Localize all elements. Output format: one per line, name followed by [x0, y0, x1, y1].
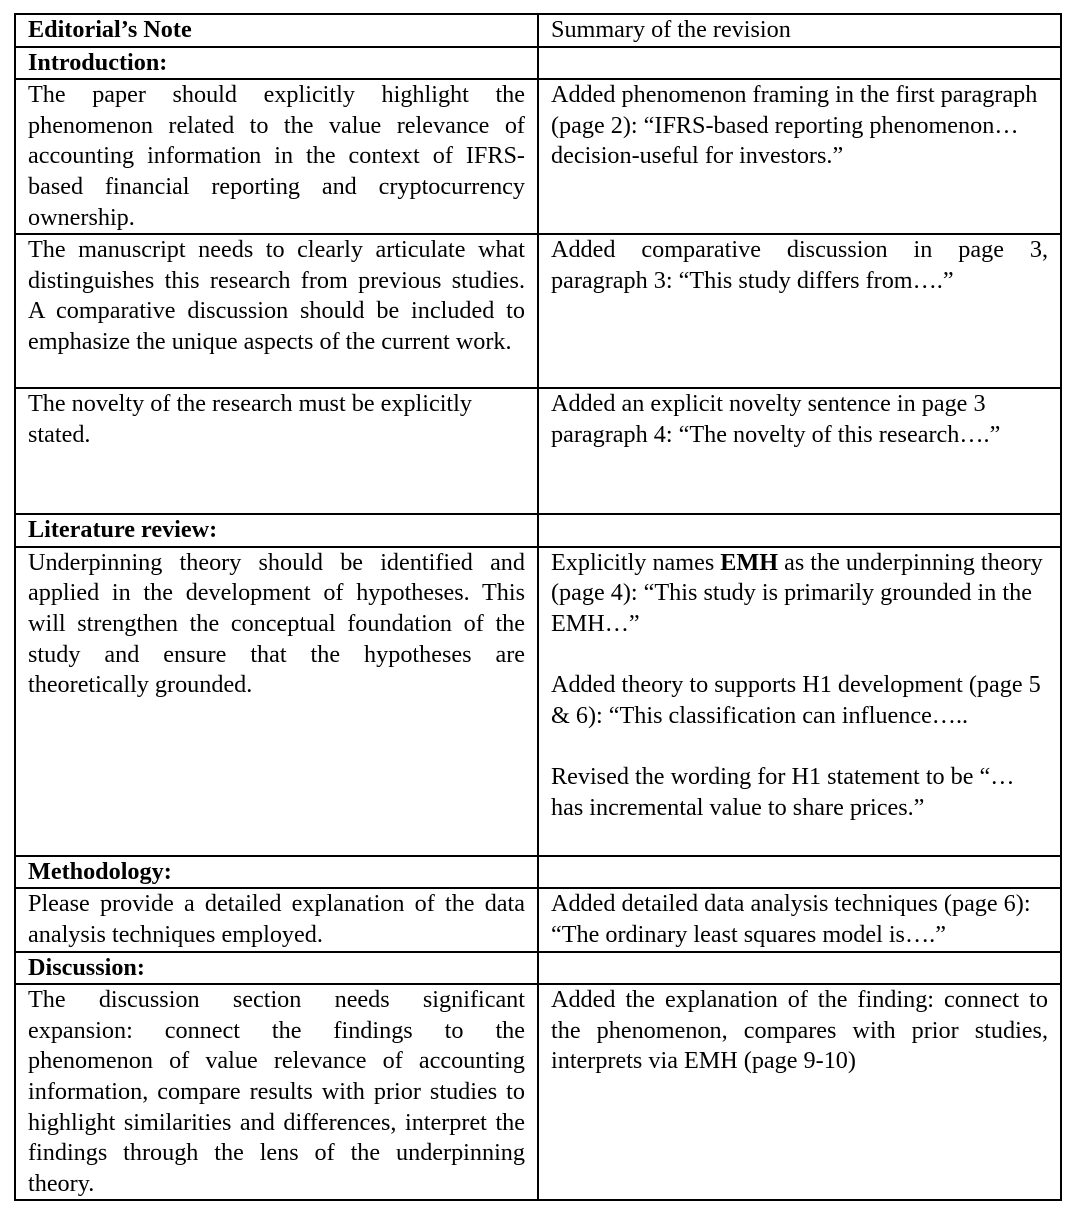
revision-summary-cell — [538, 234, 1061, 388]
section-row-discussion — [15, 952, 1061, 985]
section-title: Introduction: — [15, 47, 538, 80]
editorial-note-cell: The discussion section needs significant expansion: connect the findings to the phenomenon of value relevance of accounting information, compare results with prior studies to highlight similarities and differences, interpret the findings through the lens of the underpinning theory. — [15, 984, 538, 1200]
empty-cell — [538, 856, 1061, 889]
empty-cell — [538, 47, 1061, 80]
editorial-note-cell: The paper should explicitly highlight the phenomenon related to the value relevance of accounting information in the context of IFRS-based financial reporting and cryptocurrency ownership. — [15, 79, 538, 234]
editorial-note-cell: Please provide a detailed explanation of the data analysis techniques employed. — [15, 888, 538, 951]
document-page — [14, 13, 1062, 1201]
revision-summary-cell — [538, 888, 1061, 951]
revision-text-post: as the underpinning theory (page 4): “This study is primarily grounded in the EMH…” — [551, 548, 1043, 637]
revision-text: Added an explicit novelty sentence in page 3 paragraph 4: “The novelty of this research….” — [551, 390, 1001, 448]
editorial-note-cell: The novelty of the research must be explicitly stated. — [15, 388, 538, 514]
revision-text: Added detailed data analysis techniques (page 6): “The ordinary least squares model is….” — [551, 890, 1031, 948]
section-title: Literature review: — [15, 514, 538, 547]
header-editorial-note: Editorial’s Note — [15, 14, 538, 47]
revision-text: Added comparative discussion in page 3, paragraph 3: “This study differs from….” — [551, 236, 1048, 294]
revision-text: Added phenomenon framing in the first paragraph (page 2): “IFRS-based reporting phenomenon… decision-useful for investors.” — [551, 81, 1038, 170]
table-row — [15, 984, 1061, 1200]
table-row — [15, 547, 1061, 856]
section-title: Discussion: — [15, 952, 538, 985]
table-header-row — [15, 14, 1061, 47]
revision-table — [14, 13, 1062, 1201]
revision-summary-cell — [538, 388, 1061, 514]
table-row — [15, 79, 1061, 234]
empty-cell — [538, 514, 1061, 547]
section-title: Methodology: — [15, 856, 538, 889]
emh-bold-term: EMH — [720, 548, 779, 576]
revision-text: Added theory to supports H1 development (page 5 & 6): “This classification can influence….. — [551, 671, 1041, 729]
table-row — [15, 234, 1061, 388]
revision-summary-cell — [538, 547, 1061, 856]
revision-text-pre: Explicitly names — [551, 548, 721, 576]
section-row-methodology — [15, 856, 1061, 889]
editorial-note-cell: Underpinning theory should be identified and applied in the development of hypotheses. This will strengthen the conceptual foundation of the study and ensure that the hypotheses are theoretically grounded. — [15, 547, 538, 856]
revision-text: Added the explanation of the finding: connect to the phenomenon, compares with prior studies, interprets via EMH (page 9-10) — [551, 986, 1048, 1075]
empty-cell — [538, 952, 1061, 985]
revision-summary-cell — [538, 79, 1061, 234]
section-row-literature-review — [15, 514, 1061, 547]
editorial-note-cell: The manuscript needs to clearly articulate what distinguishes this research from previous studies. A comparative discussion should be included to emphasize the unique aspects of the current work. — [15, 234, 538, 388]
revision-text — [551, 548, 1048, 640]
revision-text: Revised the wording for H1 statement to be “… has incremental value to share prices.” — [551, 762, 1015, 821]
section-row-introduction — [15, 47, 1061, 80]
table-row — [15, 388, 1061, 514]
revision-summary-cell — [538, 984, 1061, 1200]
table-row — [15, 888, 1061, 951]
header-summary-of-revision: Summary of the revision — [538, 14, 1061, 47]
